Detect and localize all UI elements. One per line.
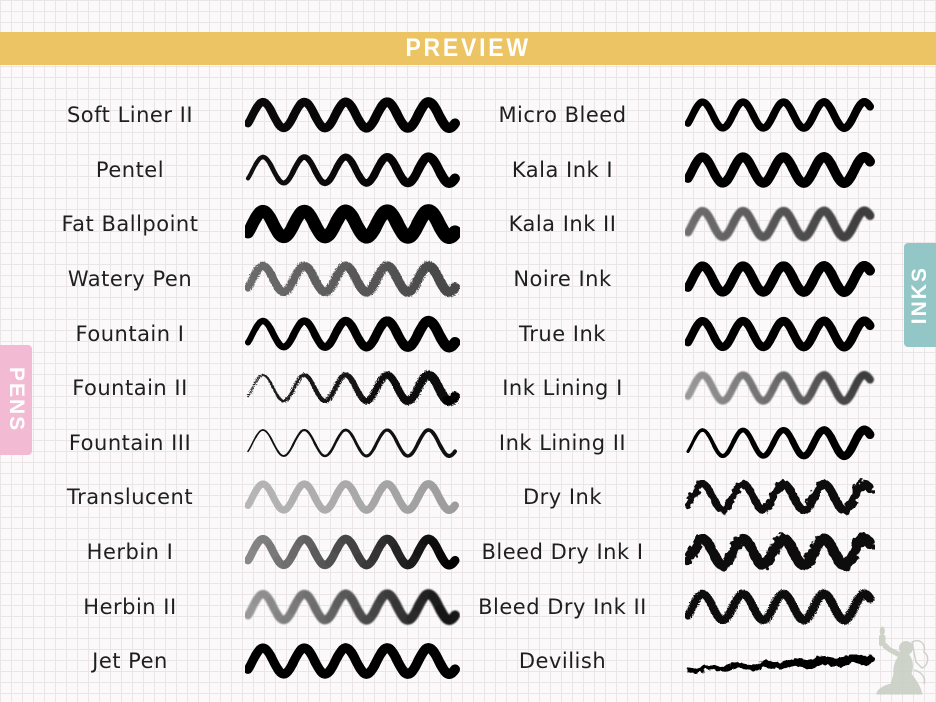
- brush-stroke-sample: [245, 360, 460, 416]
- tab-inks: [904, 243, 936, 347]
- brush-name: Jet Pen: [92, 649, 168, 674]
- brush-name: Devilish: [518, 649, 607, 674]
- tab-inks-label: INKS: [908, 265, 931, 325]
- brush-stroke-sample: [685, 469, 875, 525]
- brush-name: Bleed Dry Ink II: [478, 594, 647, 619]
- brush-stroke-sample: [245, 469, 460, 525]
- brush-row: [30, 197, 460, 252]
- brush-row: [455, 143, 875, 198]
- brush-stroke-sample: [685, 196, 875, 252]
- brush-row: [30, 579, 460, 634]
- brush-stroke-sample: [245, 415, 460, 471]
- brush-stroke-sample: [685, 306, 875, 362]
- brush-stroke-sample: [685, 415, 875, 471]
- brush-stroke-sample: [245, 524, 460, 580]
- brush-row: [455, 470, 875, 525]
- brush-row: [30, 143, 460, 198]
- preview-title: PREVIEW: [405, 34, 531, 62]
- brush-name: Fat Ballpoint: [61, 212, 199, 237]
- brush-stroke-sample: [685, 633, 875, 689]
- brush-name: Ink Lining I: [502, 376, 623, 401]
- brush-row: [455, 525, 875, 580]
- brush-row: [455, 306, 875, 361]
- brush-row: [455, 579, 875, 634]
- brush-name: Watery Pen: [67, 267, 193, 292]
- brush-stroke-sample: [245, 306, 460, 362]
- brush-row: [30, 470, 460, 525]
- brush-stroke-sample: [685, 360, 875, 416]
- brush-name: Bleed Dry Ink I: [481, 540, 644, 565]
- brush-name: Kala Ink II: [508, 212, 617, 237]
- brush-stroke-sample: [245, 633, 460, 689]
- brush-row: [30, 306, 460, 361]
- brush-row: [455, 252, 875, 307]
- brush-name: Fountain II: [72, 376, 188, 401]
- brush-name: True Ink: [519, 321, 606, 346]
- brush-stroke-sample: [685, 579, 875, 635]
- brush-row: [30, 416, 460, 471]
- brush-stroke-sample: [685, 142, 875, 198]
- brush-row: [30, 634, 460, 689]
- brush-row: [455, 88, 875, 143]
- inks-column: [455, 88, 875, 689]
- brush-stroke-sample: [245, 142, 460, 198]
- brush-stroke-sample: [245, 196, 460, 252]
- brush-row: [30, 361, 460, 416]
- brush-name: Soft Liner II: [66, 103, 194, 128]
- brush-name: Dry Ink: [522, 485, 603, 510]
- brush-stroke-sample: [685, 524, 875, 580]
- brush-name: Herbin II: [83, 594, 177, 619]
- brush-row: [455, 634, 875, 689]
- pens-column: [30, 88, 460, 689]
- brush-name: Micro Bleed: [498, 103, 627, 128]
- brush-name: Kala Ink I: [511, 157, 614, 182]
- brush-stroke-sample: [685, 251, 875, 307]
- brush-row: [30, 525, 460, 580]
- brush-name: Noire Ink: [513, 267, 612, 292]
- seated-figure-with-candle-logo: [862, 622, 934, 702]
- brush-name: Fountain I: [75, 321, 185, 346]
- brush-stroke-sample: [245, 251, 460, 307]
- brush-row: [30, 88, 460, 143]
- tab-pens-label: PENS: [5, 367, 28, 433]
- brush-name: Ink Lining II: [498, 430, 627, 455]
- brush-row: [455, 361, 875, 416]
- tab-pens: [0, 345, 32, 455]
- brush-stroke-sample: [685, 87, 875, 143]
- brush-stroke-sample: [245, 87, 460, 143]
- brush-name: Herbin I: [86, 540, 174, 565]
- brush-row: [455, 197, 875, 252]
- brush-name: Translucent: [66, 485, 194, 510]
- brush-name: Fountain III: [68, 430, 192, 455]
- brush-row: [455, 416, 875, 471]
- brush-row: [30, 252, 460, 307]
- preview-header-bar: [0, 32, 936, 65]
- brush-name: Pentel: [95, 157, 165, 182]
- brush-stroke-sample: [245, 579, 460, 635]
